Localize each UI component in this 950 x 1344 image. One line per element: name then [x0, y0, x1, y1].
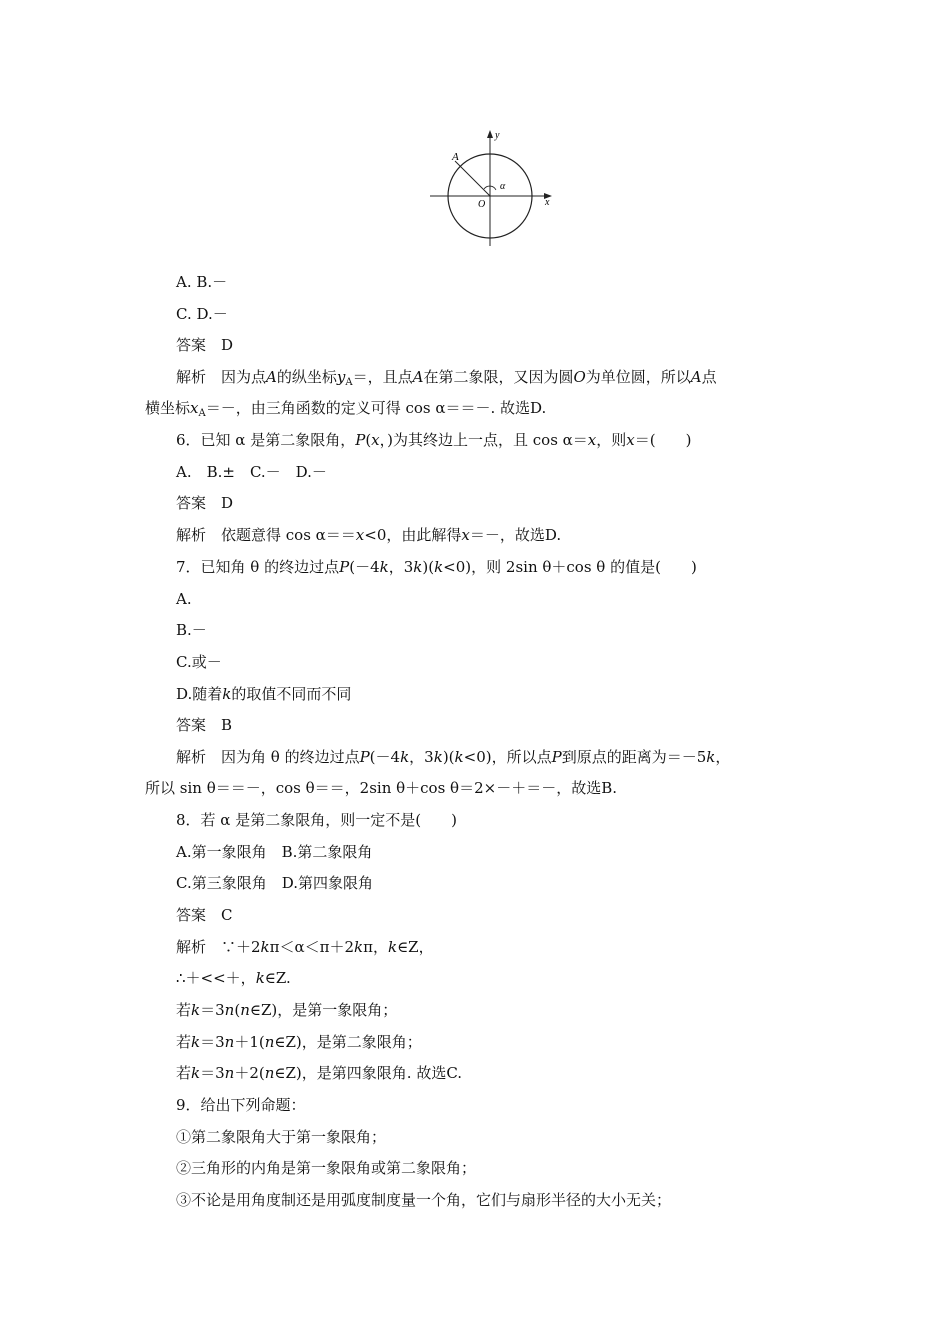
analysis-8-case-2: 若k＝3n＋1(n∈Z)，是第二象限角； [176, 1033, 422, 1051]
question-7-option-d: D.随着k的取值不同而不同 [176, 685, 352, 703]
x-axis-label: x [545, 197, 550, 208]
question-7: 7．已知角 θ 的终边过点P(－4k，3k)(k<0)，则 2sin θ＋cos θ 的值是( ) [176, 558, 697, 576]
analysis-6: 解析 依题意得 cos α＝＝x<0，由此解得x＝－，故选D. [176, 526, 562, 544]
unit-circle-figure [420, 126, 560, 250]
answer-5: 答案 D [176, 336, 234, 354]
y-axis-arrow [487, 130, 493, 138]
analysis-5-line-2: 横坐标$x_A=-$，由三角函数的定义可得 cos α＝＝－. 故选D. [145, 399, 547, 419]
question-9-proposition-1: ①第二象限角大于第一象限角； [176, 1128, 387, 1146]
question-7-option-c: C.或－ [176, 653, 222, 671]
analysis-8-line-2: ∴＋<<＋，k∈Z. [176, 969, 291, 987]
analysis-7-line-2: 所以 sin θ＝＝－，cos θ＝＝，2sin θ＋cos θ＝2×－＋＝－，故选B. [145, 779, 617, 797]
question-9-proposition-3: ③不论是用角度制还是用弧度制度量一个角，它们与扇形半径的大小无关； [176, 1191, 672, 1209]
question-6: 6．已知 α 是第二象限角，P(x，)为其终边上一点，且 cos α＝x，则x＝( ) [176, 431, 692, 449]
alpha-label: α [500, 181, 506, 192]
answer-6: 答案 D [176, 494, 234, 512]
analysis-8-case-1: 若k＝3n(n∈Z)，是第一象限角； [176, 1001, 398, 1019]
question-8-options-ab: A.第一象限角 B.第二象限角 [176, 843, 373, 861]
origin-label: O [478, 199, 486, 210]
question-8-options-cd: C.第三象限角 D.第四象限角 [176, 874, 373, 892]
question-7-option-b: B.－ [176, 621, 207, 639]
question-7-option-a: A. [176, 590, 192, 608]
terminal-side [455, 161, 490, 196]
answer-7: 答案 B [176, 716, 233, 734]
analysis-8-case-3: 若k＝3n＋2(n∈Z)，是第四象限角. 故选C. [176, 1064, 463, 1082]
question-6-options: A. B.± C.－ D.－ [176, 463, 327, 481]
analysis-8-line-1: 解析 ∵＋2kπ＜α＜π＋2kπ，k∈Z， [176, 938, 434, 956]
analysis-5-line-1: 解析 因为点A的纵坐标$y_A=$，且点A在第二象限，又因为圆O为单位圆，所以A点 [176, 368, 717, 388]
options-cd: C. D.－ [176, 305, 228, 323]
question-8: 8．若 α 是第二象限角，则一定不是( ) [176, 811, 457, 829]
options-ab: A. B.－ [176, 273, 228, 291]
point-a-label: A [452, 151, 459, 163]
question-9: 9．给出下列命题： [176, 1096, 306, 1114]
analysis-7-line-1: 解析 因为角 θ 的终边过点P(－4k，3k)(k<0)，所以点P到原点的距离为＝－5k， [176, 748, 731, 766]
unit-circle-diagram [420, 126, 560, 250]
question-9-proposition-2: ②三角形的内角是第一象限角或第二象限角； [176, 1159, 477, 1177]
answer-8: 答案 C [176, 906, 233, 924]
y-axis-label: y [495, 130, 500, 141]
